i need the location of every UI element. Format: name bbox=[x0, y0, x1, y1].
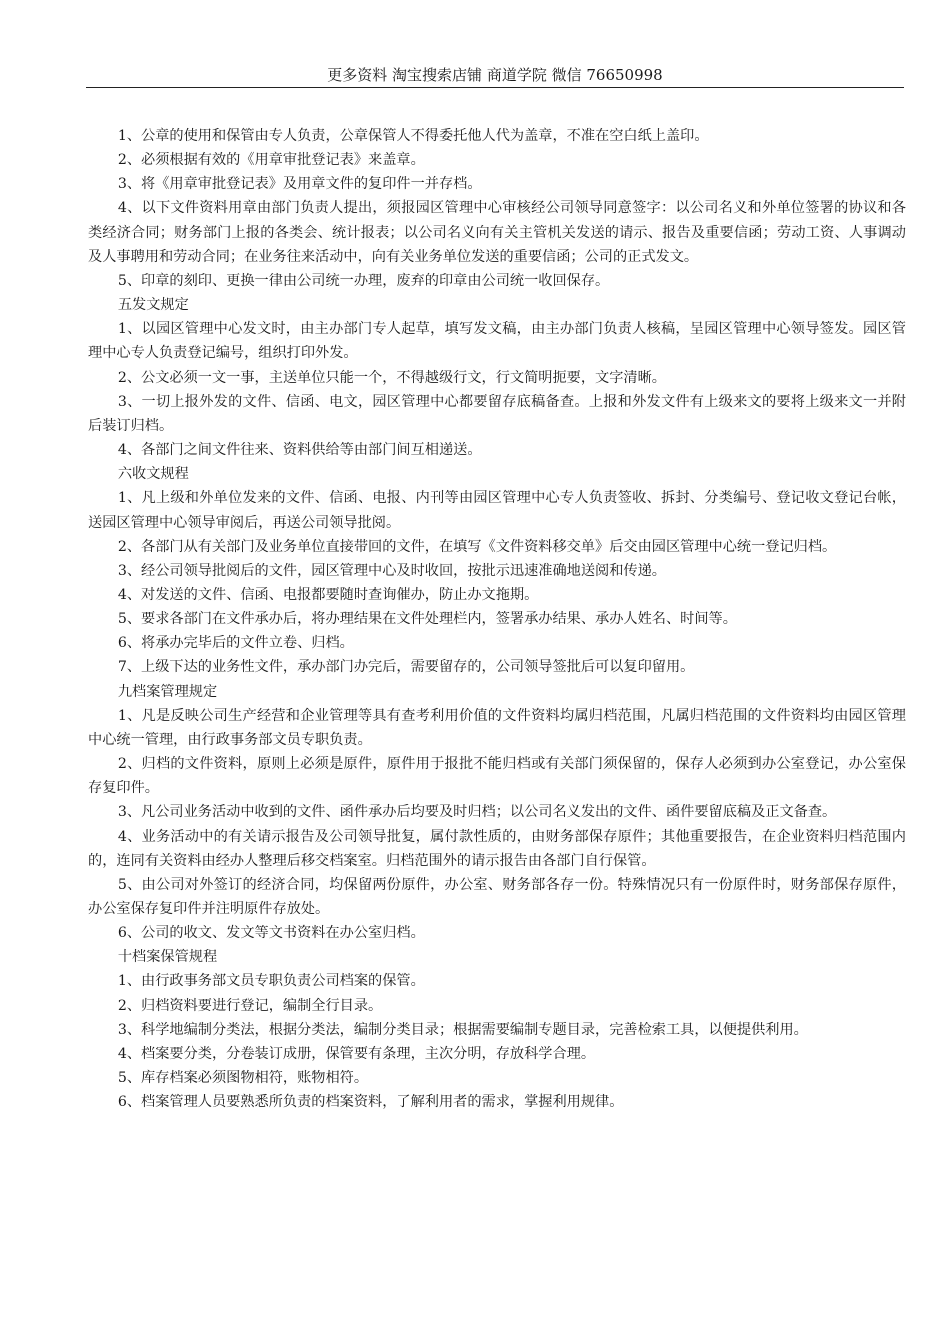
paragraph: 6、将承办完毕后的文件立卷、归档。 bbox=[117, 635, 354, 652]
section-heading: 十档案保管规程 bbox=[117, 949, 218, 966]
paragraph: 1、公章的使用和保管由专人负责，公章保管人不得委托他人代为盖章，不准在空白纸上盖印。 bbox=[117, 128, 709, 144]
paragraph: 5、由公司对外签订的经济合同，均保留两份原件，办公室、财务部各存一份。特殊情况只有一份原件时，财务部保存原件，办公室保存复印件并注明原件存放处。 bbox=[88, 876, 906, 917]
paragraph: 2、归档的文件资料，原则上必须是原件，原件用于报批不能归档或有关部门须保留的，保存人必须到办公室登记，办公室保存复印件。 bbox=[88, 756, 906, 797]
page-header: 更多资料 淘宝搜索店铺 商道学院 微信 76650998 bbox=[86, 64, 904, 88]
paragraph: 5、要求各部门在文件承办后，将办理结果在文件处理栏内，签署承办结果、承办人姓名、时间等。 bbox=[117, 611, 737, 628]
section-heading: 六收文规程 bbox=[117, 466, 189, 483]
paragraph: 3、一切上报外发的文件、信函、电文，园区管理中心都要留存底稿备查。上报和外发文件有上级来文的要将上级来文一并附后装订归档。 bbox=[88, 393, 906, 434]
paragraph: 6、公司的收文、发文等文书资料在办公室归档。 bbox=[117, 925, 425, 942]
paragraph: 7、上级下达的业务性文件，承办部门办完后，需要留存的，公司领导签批后可以复印留用。 bbox=[117, 659, 695, 676]
paragraph: 3、将《用章审批登记表》及用章文件的复印件一并存档。 bbox=[117, 176, 482, 193]
paragraph: 2、公文必须一文一事，主送单位只能一个，不得越级行文，行文简明扼要，文字清晰。 bbox=[117, 369, 666, 386]
paragraph: 4、对发送的文件、信函、电报都要随时查询催办，防止办文拖期。 bbox=[117, 586, 539, 603]
paragraph: 2、各部门从有关部门及业务单位直接带回的文件，在填写《文件资料移交单》后交由园区管理中心统一登记归档。 bbox=[117, 538, 837, 555]
paragraph: 5、库存档案必须图物相符，账物相符。 bbox=[117, 1070, 369, 1087]
paragraph: 1、凡是反映公司生产经营和企业管理等具有查考利用价值的文件资料均属归档范围，凡属归档范围的文件资料均由园区管理中心统一管理，由行政事务部文员专职负责。 bbox=[88, 707, 906, 748]
paragraph: 4、业务活动中的有关请示报告及公司领导批复，属付款性质的，由财务部保存原件；其他重要报告，在企业资料归档范围内的，连同有关资料由经办人整理后移交档案室。归档范围外的请示报告由各部门自行保管。 bbox=[88, 828, 906, 869]
document-body bbox=[88, 124, 906, 1114]
paragraph: 4、以下文件资料用章由部门负责人提出，须报园区管理中心审核经公司领导同意签字：以公司名义和外单位签署的协议和各类经济合同；财务部门上报的各类会、统计报表；以公司名义向有关主管机关发送的请示、报告及重要信函；劳动工资、人事调动及人事聘用和劳动合同；在业务往来活动中，向有关业务单位发送的重要信函；公司的正式发文。 bbox=[88, 200, 906, 265]
paragraph: 4、档案要分类，分卷装订成册，保管要有条理，主次分明，存放科学合理。 bbox=[117, 1045, 596, 1062]
section-heading: 五发文规定 bbox=[117, 297, 189, 314]
section-heading: 九档案管理规定 bbox=[117, 683, 218, 700]
paragraph: 4、各部门之间文件往来、资料供给等由部门间互相递送。 bbox=[117, 442, 482, 459]
paragraph: 3、科学地编制分类法，根据分类法，编制分类目录；根据需要编制专题目录，完善检索工具，以便提供利用。 bbox=[117, 1021, 808, 1038]
paragraph: 1、以园区管理中心发文时，由主办部门专人起草，填写发文稿，由主办部门负责人核稿，呈园区管理中心领导签发。园区管理中心专人负责登记编号，组织打印外发。 bbox=[88, 321, 906, 362]
paragraph: 6、档案管理人员要熟悉所负责的档案资料，了解利用者的需求，掌握利用规律。 bbox=[117, 1094, 624, 1111]
paragraph: 2、归档资料要进行登记，编制全行目录。 bbox=[117, 997, 383, 1014]
paragraph: 1、由行政事务部文员专职负责公司档案的保管。 bbox=[117, 973, 425, 990]
paragraph: 5、印章的刻印、更换一律由公司统一办理，废弃的印章由公司统一收回保存。 bbox=[117, 272, 610, 289]
paragraph: 3、经公司领导批阅后的文件，园区管理中心及时收回，按批示迅速准确地送阅和传递。 bbox=[117, 562, 666, 579]
paragraph: 1、凡上级和外单位发来的文件、信函、电报、内刊等由园区管理中心专人负责签收、拆封、分类编号、登记收文登记台帐，送园区管理中心领导审阅后，再送公司领导批阅。 bbox=[88, 490, 906, 531]
paragraph: 3、凡公司业务活动中收到的文件、函件承办后均要及时归档；以公司名义发出的文件、函件要留底稿及正文备查。 bbox=[117, 804, 837, 821]
paragraph: 2、必须根据有效的《用章审批登记表》来盖章。 bbox=[117, 152, 425, 169]
